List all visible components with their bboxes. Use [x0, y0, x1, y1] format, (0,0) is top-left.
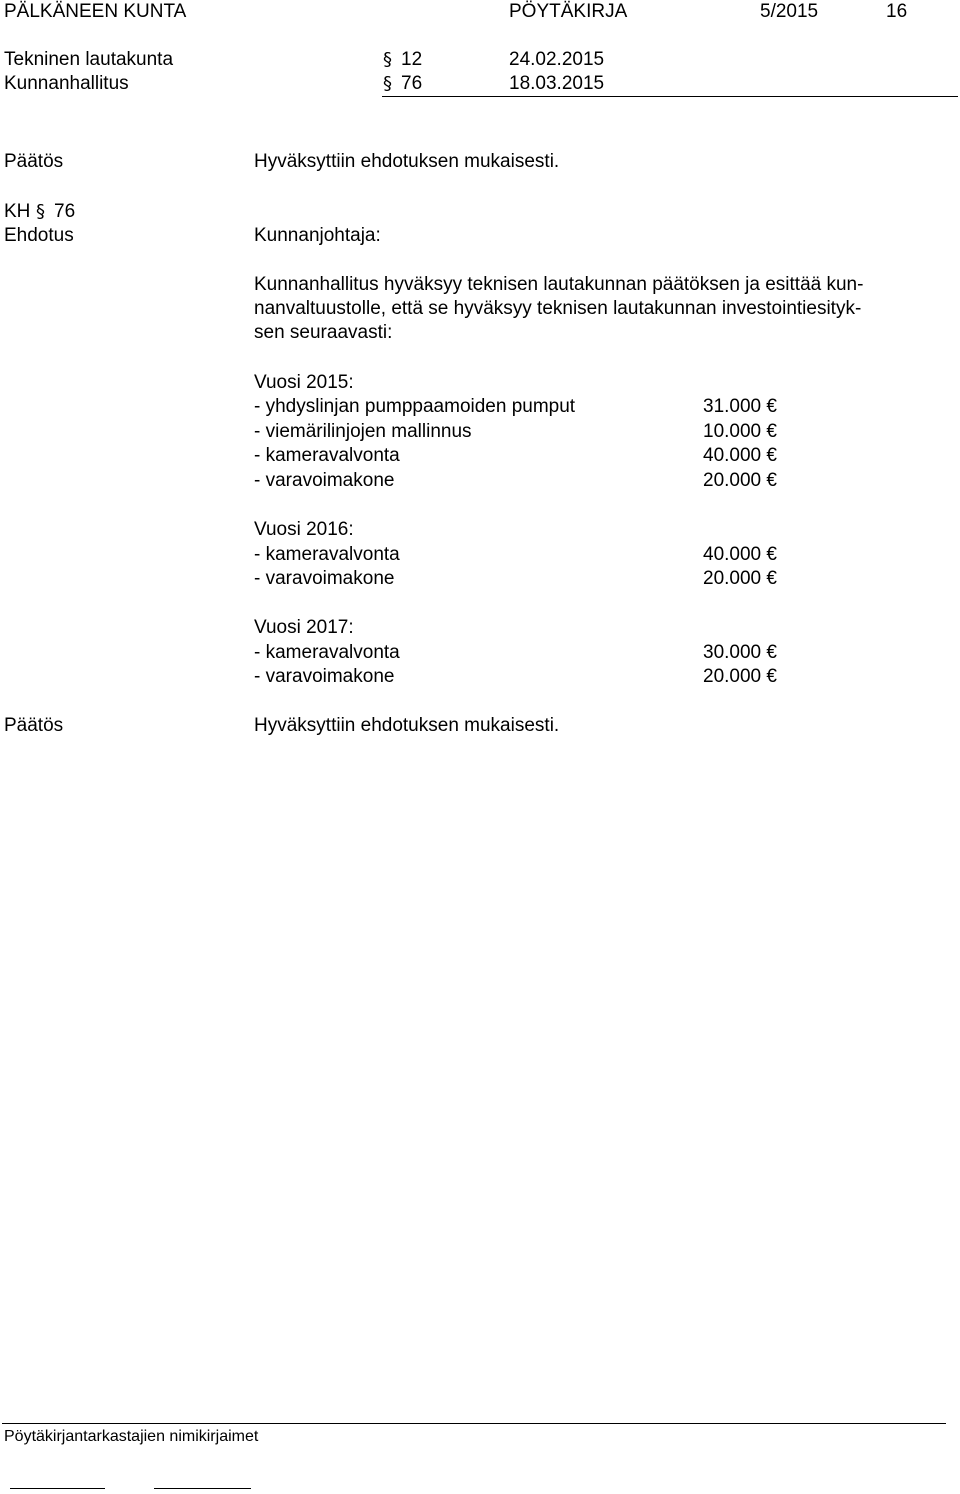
- item-label: - kameravalvonta: [254, 544, 400, 565]
- presenter: Kunnanjohtaja:: [254, 225, 381, 246]
- year-heading: Vuosi 2017:: [254, 617, 354, 638]
- footer-rule: [2, 1423, 946, 1424]
- decision-label: Päätös: [4, 715, 64, 736]
- paragraph-line: sen seuraavasti:: [254, 322, 393, 343]
- page-number: 16: [886, 1, 908, 22]
- decision-label: Päätös: [4, 151, 64, 172]
- year-heading: Vuosi 2016:: [254, 519, 354, 540]
- item-amount: 40.000 €: [703, 544, 777, 565]
- item-label: - kameravalvonta: [254, 642, 400, 663]
- paragraph-line: nanvaltuustolle, että se hyväksyy teknisen lautakunnan investointiesityk-: [254, 298, 862, 319]
- section-number: 12: [401, 49, 423, 70]
- item-amount: 40.000 €: [703, 445, 777, 466]
- item-amount: 20.000 €: [703, 666, 777, 687]
- proposal-label: Ehdotus: [4, 225, 74, 246]
- signature-line: [10, 1488, 105, 1489]
- body-name: Tekninen lautakunta: [4, 49, 174, 70]
- decision-text: Hyväksyttiin ehdotuksen mukaisesti.: [254, 715, 560, 736]
- body-name: Kunnanhallitus: [4, 73, 129, 94]
- kh-label: KH: [4, 201, 31, 222]
- footer-label: Pöytäkirjantarkastajien nimikirjaimet: [4, 1428, 259, 1445]
- section-symbol: §: [383, 73, 392, 94]
- item-amount: 30.000 €: [703, 642, 777, 663]
- year-heading: Vuosi 2015:: [254, 372, 354, 393]
- item-label: - viemärilinjojen mallinnus: [254, 421, 472, 442]
- decision-text: Hyväksyttiin ehdotuksen mukaisesti.: [254, 151, 560, 172]
- header-rule: [382, 96, 958, 97]
- item-amount: 20.000 €: [703, 568, 777, 589]
- section-symbol: §: [36, 201, 45, 222]
- section-number: 76: [401, 73, 423, 94]
- document-type: PÖYTÄKIRJA: [509, 1, 628, 22]
- item-label: - varavoimakone: [254, 568, 395, 589]
- item-label: - yhdyslinjan pumppaamoiden pumput: [254, 396, 576, 417]
- item-amount: 10.000 €: [703, 421, 777, 442]
- section-symbol: §: [383, 49, 392, 70]
- item-amount: 20.000 €: [703, 470, 777, 491]
- kh-number: 76: [54, 201, 76, 222]
- item-amount: 31.000 €: [703, 396, 777, 417]
- signature-line: [154, 1488, 251, 1489]
- meeting-date: 24.02.2015: [509, 49, 605, 70]
- meeting-date: 18.03.2015: [509, 73, 605, 94]
- paragraph-line: Kunnanhallitus hyväksyy teknisen lautakunnan päätöksen ja esittää kun-: [254, 274, 864, 295]
- item-label: - varavoimakone: [254, 470, 395, 491]
- document-number: 5/2015: [760, 1, 819, 22]
- organization-name: PÄLKÄNEEN KUNTA: [4, 1, 187, 22]
- item-label: - varavoimakone: [254, 666, 395, 687]
- item-label: - kameravalvonta: [254, 445, 400, 466]
